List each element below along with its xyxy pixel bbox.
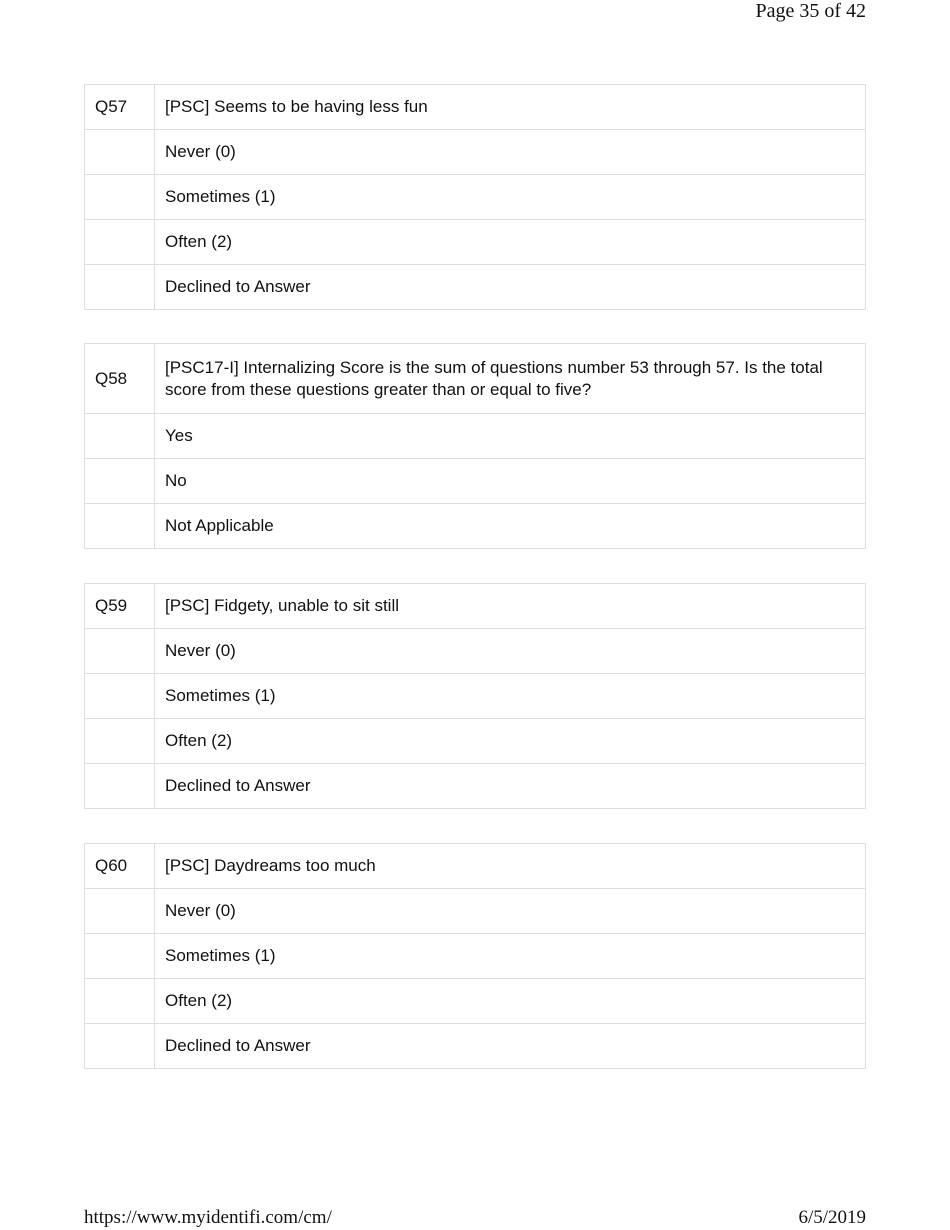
answer-option: Declined to Answer (155, 1024, 866, 1069)
question-text: [PSC] Daydreams too much (155, 844, 866, 889)
question-table-q57 (84, 84, 866, 310)
answer-option: No (155, 459, 866, 504)
question-id: Q58 (85, 344, 155, 414)
answer-option: Often (2) (155, 220, 866, 265)
answer-option: Sometimes (1) (155, 175, 866, 220)
answer-option: Never (0) (155, 889, 866, 934)
question-table-q58 (84, 343, 866, 549)
answer-option: Yes (155, 414, 866, 459)
page-number: Page 35 of 42 (755, 0, 866, 22)
answer-option: Declined to Answer (155, 265, 866, 310)
question-id: Q57 (85, 85, 155, 130)
question-text: [PSC] Seems to be having less fun (155, 85, 866, 130)
footer-url: https://www.myidentifi.com/cm/ (84, 1207, 332, 1228)
question-text: [PSC] Fidgety, unable to sit still (155, 584, 866, 629)
answer-option: Never (0) (155, 629, 866, 674)
question-id: Q59 (85, 584, 155, 629)
answer-option: Not Applicable (155, 504, 866, 549)
question-text: [PSC17-I] Internalizing Score is the sum of questions number 53 through 57. Is the total score from these questions greater than or equal to five? (155, 344, 866, 414)
answer-option: Often (2) (155, 719, 866, 764)
question-table-q60 (84, 843, 866, 1069)
footer-date: 6/5/2019 (798, 1207, 866, 1228)
question-id: Q60 (85, 844, 155, 889)
question-table-q59 (84, 583, 866, 809)
answer-option: Often (2) (155, 979, 866, 1024)
answer-option: Never (0) (155, 130, 866, 175)
answer-option: Sometimes (1) (155, 934, 866, 979)
answer-option: Sometimes (1) (155, 674, 866, 719)
answer-option: Declined to Answer (155, 764, 866, 809)
